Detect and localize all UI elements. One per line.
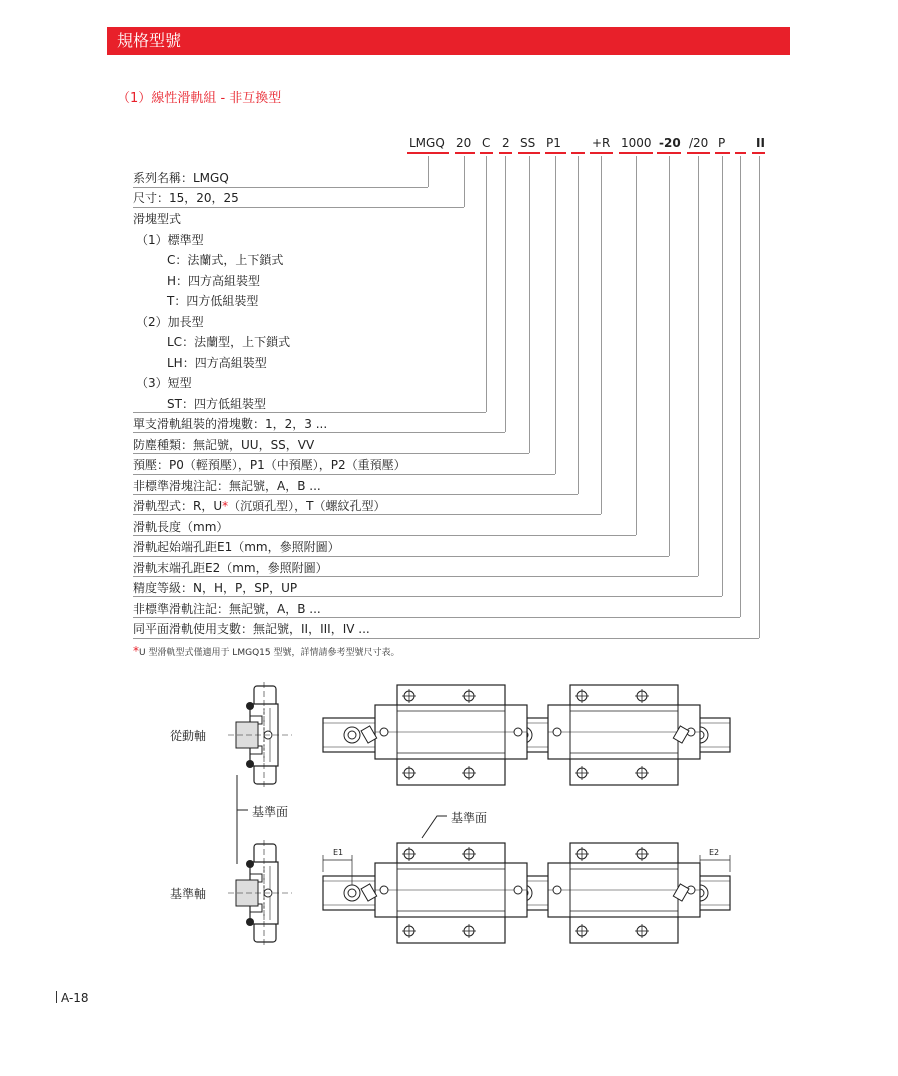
spec-rail-type-b: （沉頭孔型），T（螺紋孔型） [228, 499, 386, 513]
spec-preload: 預壓：P0（輕預壓），P1（中預壓），P2（重預壓） [133, 458, 406, 472]
page-number-text: A-18 [61, 991, 89, 1005]
section-title-text: 線性滑軌組 - 非互換型 [151, 91, 282, 106]
code-e2: /20 [689, 136, 709, 150]
spec-size: 尺寸：15，20，25 [133, 191, 239, 205]
spec-rail-length: 滑軌長度（mm） [133, 520, 229, 534]
asterisk: * [222, 499, 229, 513]
code-rail-type: +R [592, 136, 611, 150]
code-dust-protection: SS [520, 136, 536, 150]
spec-standard-type: （1）標準型 [136, 233, 204, 247]
reference-rail-end-view [228, 840, 292, 946]
code-e1: -20 [659, 136, 681, 150]
page-number-bar [56, 991, 57, 1003]
spec-nonstandard-block: 非標準滑塊注記：無記號，A，B ... [133, 479, 321, 493]
section-number: 1 [130, 91, 139, 106]
e2-label: E2 [709, 848, 720, 857]
asterisk: * [133, 644, 139, 658]
spec-series: 系列名稱：LMGQ [133, 171, 229, 185]
driven-rail-end-view [228, 682, 292, 788]
spec-rails-per-plane: 同平面滑軌使用支數：無記號，II，III，IV ... [133, 622, 370, 636]
e1-label: E1 [333, 848, 344, 857]
section-title: （1）線性滑軌組 - 非互換型 [117, 91, 282, 106]
spec-block-type: 滑塊型式 [133, 212, 182, 226]
code-block-type: C [482, 136, 491, 150]
spec-block-count: 單支滑軌組裝的滑塊數：1，2，3 ... [133, 417, 328, 431]
reference-face-label: 基準面 [451, 811, 488, 825]
spec-long-type: （2）加長型 [136, 315, 204, 329]
driven-axis-label: 從動軸 [170, 729, 207, 743]
code-accuracy: P [718, 136, 726, 150]
spec-dust-protection: 防塵種類：無記號，UU，SS，VV [133, 438, 315, 452]
footnote-text: U 型滑軌型式僅適用于 LMGQ15 型號，詳情請參考型號尺寸表。 [139, 648, 400, 658]
code-rails-per-plane: II [756, 136, 765, 150]
reference-axis-label: 基準軸 [170, 887, 207, 901]
reference-face-label: 基準面 [252, 805, 289, 819]
spec-type-st: ST：四方低組裝型 [167, 397, 266, 411]
spec-nonstandard-rail: 非標準滑軌注記：無記號，A，B ... [133, 602, 321, 616]
spec-rail-type-a: 滑軌型式：R，U [133, 499, 223, 513]
spec-type-h: H：四方高組裝型 [167, 274, 261, 288]
code-preload: P1 [546, 136, 561, 150]
page-number [56, 991, 89, 1005]
page-title: 規格型號 [117, 31, 182, 50]
spec-type-t: T：四方低組裝型 [167, 294, 259, 308]
code-series: LMGQ [409, 136, 445, 150]
spec-accuracy: 精度等級：N，H，P，SP，UP [133, 581, 298, 595]
spec-e2: 滑軌末端孔距E2（mm，參照附圖） [133, 561, 328, 575]
code-block-count: 2 [502, 136, 510, 150]
spec-e1: 滑軌起始端孔距E1（mm，參照附圖） [133, 540, 340, 554]
code-size: 20 [456, 136, 472, 150]
spec-type-lc: LC：法蘭型，上下鎖式 [167, 335, 291, 349]
spec-short-type: （3）短型 [136, 376, 192, 390]
code-rail-length: 1000 [621, 136, 652, 150]
spec-type-c: C：法蘭式，上下鎖式 [167, 253, 284, 267]
driven-rail-top-view [323, 685, 730, 785]
reference-rail-top-view [323, 843, 730, 943]
spec-type-lh: LH：四方高組裝型 [167, 356, 267, 370]
